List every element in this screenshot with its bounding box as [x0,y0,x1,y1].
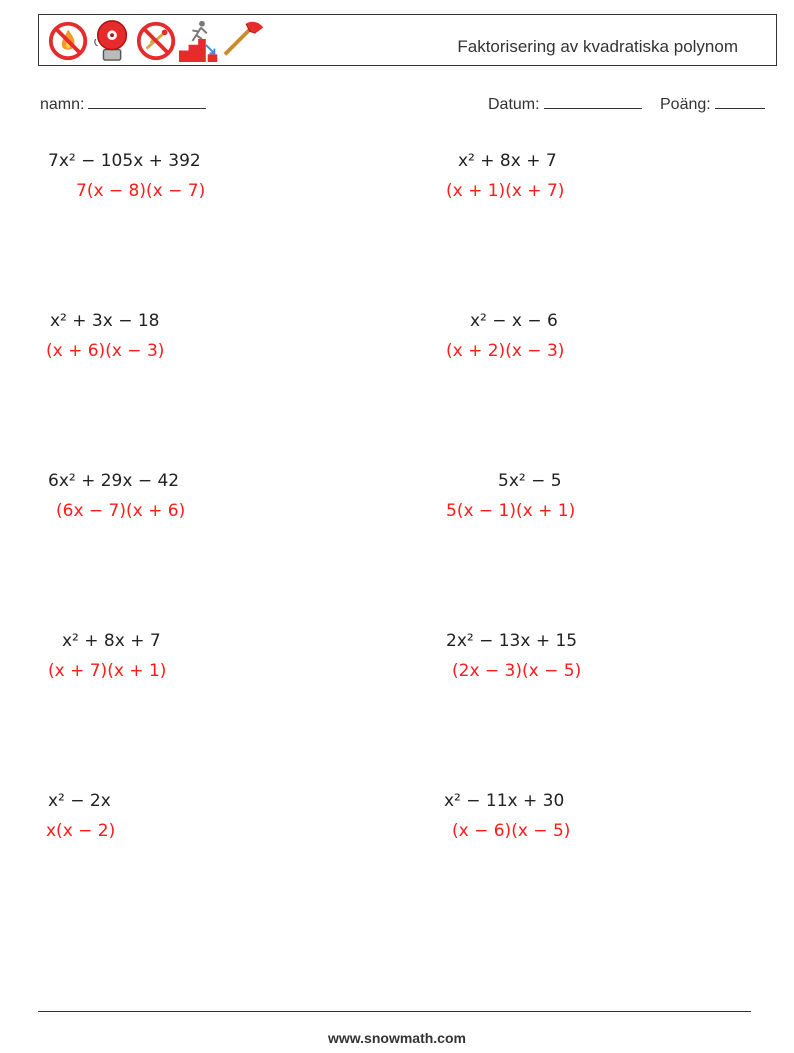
date-blank[interactable] [544,93,642,109]
date-label: Datum: [488,96,540,113]
name-field[interactable] [40,93,206,114]
problem-10-expression: x² − 11x + 30 [444,791,565,811]
score-field[interactable] [660,93,765,114]
problem-2-answer: (x + 1)(x + 7) [446,181,565,201]
date-field[interactable] [488,93,642,114]
problem-3-expression: x² + 3x − 18 [50,311,160,331]
problem-7-answer: (x + 7)(x + 1) [48,661,167,681]
problem-9-expression: x² − 2x [48,791,111,811]
worksheet-title: Faktorisering av kvadratiska polynom [457,37,738,56]
problem-4-expression: x² − x − 6 [470,311,558,331]
problem-5-expression: 6x² + 29x − 42 [48,471,180,491]
no-matches-icon [139,24,173,58]
problem-1-expression: 7x² − 105x + 392 [48,151,201,171]
header-box [38,14,777,66]
problem-7-expression: x² + 8x + 7 [62,631,161,651]
footer-url[interactable]: www.snowmath.com [328,1030,466,1046]
problem-3-answer: (x + 6)(x − 3) [46,341,165,361]
footer-divider [38,1011,751,1012]
score-label: Poäng: [660,96,711,113]
problem-6-expression: 5x² − 5 [498,471,562,491]
problem-8-expression: 2x² − 13x + 15 [446,631,578,651]
problem-1-answer: 7(x − 8)(x − 7) [76,181,206,201]
problem-10-answer: (x − 6)(x − 5) [452,821,571,841]
score-blank[interactable] [715,93,765,109]
name-label: namn: [40,96,85,113]
problem-4-answer: (x + 2)(x − 3) [446,341,565,361]
fire-alarm-bell-icon [95,21,127,60]
problem-5-answer: (6x − 7)(x + 6) [56,501,186,521]
fire-axe-icon [225,22,263,55]
problem-2-expression: x² + 8x + 7 [458,151,557,171]
name-blank[interactable] [88,93,206,109]
problem-8-answer: (2x − 3)(x − 5) [452,661,582,681]
no-fire-icon [51,24,85,58]
problem-9-answer: x(x − 2) [46,821,116,841]
problem-6-answer: 5(x − 1)(x + 1) [446,501,576,521]
emergency-exit-stairs-icon [179,21,217,62]
header-icons [42,18,272,62]
